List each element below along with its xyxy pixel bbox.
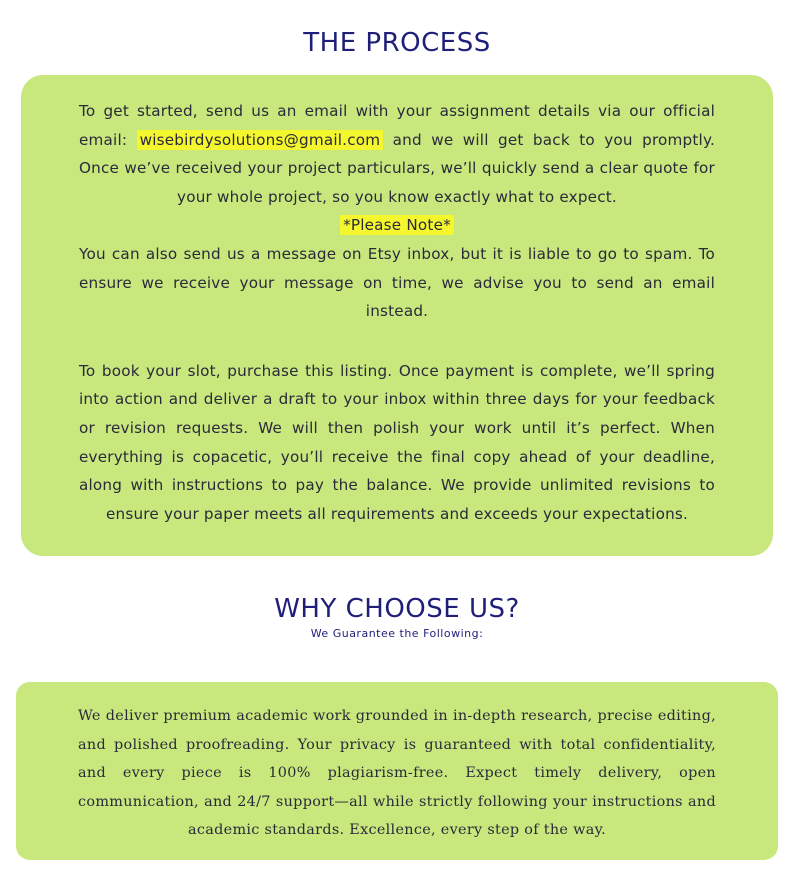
booking-paragraph: To book your slot, purchase this listing. Once payment is complete, we’ll spring into action and deliver a draft to your inbox within three days for your feedback or revision requests. We will then polish your work until it’s perfect. When everything is copacetic, you’ll receive the final copy ahead of your deadline, along with instructions to pay the balance. We provide unlimited revisions to ensure your paper meets all requirements and exceeds your expectations. — [79, 361, 715, 523]
paragraph-spacer — [79, 326, 715, 357]
process-intro-paragraph — [79, 97, 715, 211]
why-choose-us-title: WHY CHOOSE US? — [274, 594, 520, 624]
process-intro-text: To get started, send us an email with your assignment details via our official email: — [79, 102, 715, 149]
please-note-line — [79, 211, 715, 240]
why-card — [16, 682, 778, 860]
email-link[interactable]: wisebirdysolutions@gmail.com — [137, 130, 384, 150]
process-title: THE PROCESS — [303, 28, 491, 58]
process-card — [21, 75, 773, 556]
why-choose-us-subtitle: We Guarantee the Following: — [310, 627, 484, 640]
etsy-note-paragraph: You can also send us a message on Etsy inbox, but it is liable to go to spam. To ensure we receive your message on time, we advise you to send an email instead. — [79, 244, 715, 321]
process-quote-text: and we will get back to you promptly. Once we’ve received your project particulars, we’ll quickly send a clear quote for your whole project, so you know exactly what to expect. — [79, 130, 716, 206]
please-note-highlight: *Please Note* — [340, 215, 454, 235]
guarantee-paragraph: We deliver premium academic work grounded in in-depth research, precise editing, and polished proofreading. Your privacy is guaranteed with total confidentiality, and every piece is 100% plagiarism-free. Expect timely delivery, open communication, and 24/7 support—all while strictly following your instructions and academic standards. Excellence, every step of the way. — [78, 708, 716, 839]
